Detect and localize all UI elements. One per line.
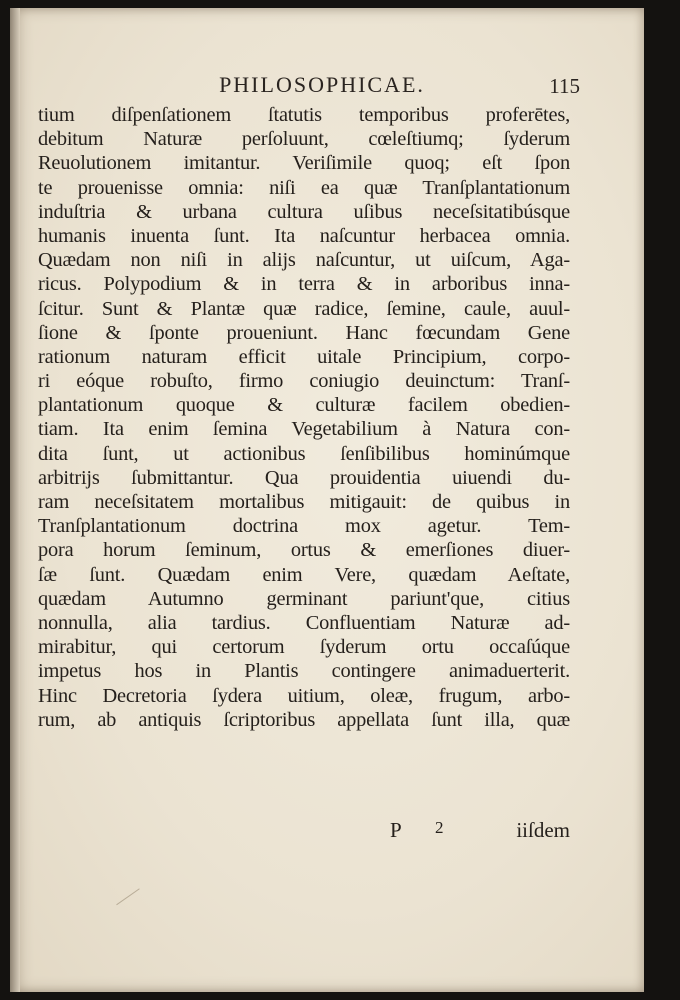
text-line: debitum Naturæ perſoluunt, cœleſtiumq; ſyderum xyxy=(38,128,570,151)
page-number: 115 xyxy=(549,74,580,98)
text-line: tiam. Ita enim ſemina Vegetabilium à Natura con- xyxy=(38,418,570,441)
page-footer xyxy=(38,818,570,848)
text-line: impetus hos in Plantis contingere animaduerterit. xyxy=(38,660,570,683)
signature-number: 2 xyxy=(435,818,444,837)
catchword: iiſdem xyxy=(516,818,570,842)
text-line: Hinc Decretoria ſydera uitium, oleæ, frugum, arbo- xyxy=(38,684,570,707)
text-line: pora horum ſeminum, ortus & emerſiones diuer- xyxy=(38,539,570,562)
text-line: rum, ab antiquis ſcriptoribus appellata ſunt illa, quæ xyxy=(38,708,570,731)
text-line: ſæ ſunt. Quædam enim Vere, quædam Aeſtate, xyxy=(38,563,570,586)
text-line: te prouenisse omnia: niſi ea quæ Tranſplantationum xyxy=(38,176,570,199)
text-line: induſtria & urbana cultura uſibus neceſsitatibúsque xyxy=(38,200,570,223)
text-line: ſcitur. Sunt & Plantæ quæ radice, ſemine, caule, auul- xyxy=(38,297,570,320)
body-text xyxy=(38,103,570,732)
text-line: mirabitur, qui certorum ſyderum ortu occaſúque xyxy=(38,636,570,659)
signature-letter: P xyxy=(390,818,402,842)
page-gutter xyxy=(10,8,20,992)
running-head xyxy=(30,72,580,100)
text-line: Quædam non niſi in alijs naſcuntur, ut uiſcum, Aga- xyxy=(38,249,570,272)
text-line: ſione & ſponte proueniunt. Hanc fœcundam Gene xyxy=(38,321,570,344)
text-line: humanis inuenta ſunt. Ita naſcuntur herbacea omnia. xyxy=(38,224,570,247)
text-line: rationum naturam efficit uitale Principium, corpo- xyxy=(38,345,570,368)
text-line: tium diſpenſationem ſtatutis temporibus proferētes, xyxy=(38,104,570,126)
text-line: ricus. Polypodium & in terra & in arboribus inna- xyxy=(38,273,570,296)
running-head-title: PHILOSOPHICAE. xyxy=(219,72,425,97)
text-line: ram neceſsitatem mortalibus mitigauit: de quibus in xyxy=(38,491,570,513)
text-line: Tranſplantationum doctrina mox agetur. Tem- xyxy=(38,515,570,538)
text-line: arbitrijs ſubmittantur. Qua prouidentia uiuendi du- xyxy=(38,466,570,489)
text-line: quædam Autumno germinant pariunt'que, citius xyxy=(38,587,570,610)
text-line: dita ſunt, ut actionibus ſenſibilibus hominúmque xyxy=(38,442,570,465)
text-line: nonnulla, alia tardius. Confluentiam Naturæ ad- xyxy=(38,611,570,634)
text-line: plantationum quoque & culturæ facilem obedien- xyxy=(38,394,570,417)
text-line: Reuolutionem imitantur. Veriſimile quoq; eſt ſpon xyxy=(38,152,570,175)
text-line: ri eóque robuſto, firmo coniugio deuinctum: Tranſ- xyxy=(38,370,570,393)
